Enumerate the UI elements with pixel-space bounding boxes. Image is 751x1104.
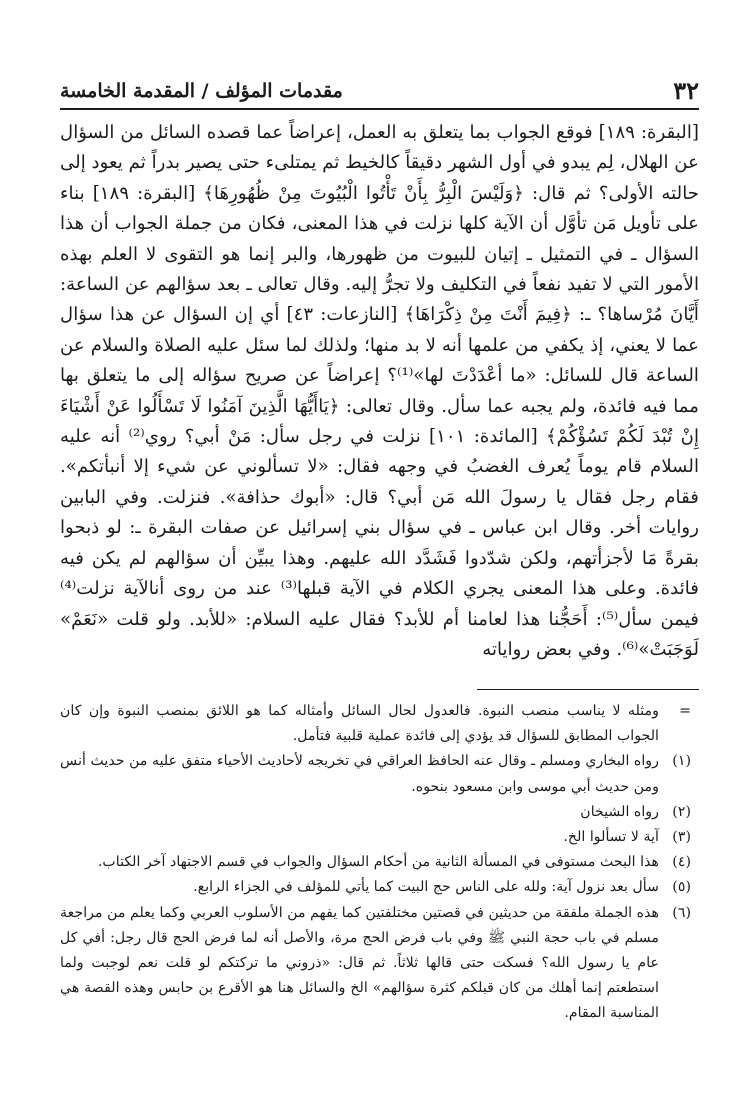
footnotes bbox=[60, 699, 691, 1027]
body-paragraph: [البقرة: ١٨٩] فوقع الجواب بما يتعلق به العمل، إعراضاً عما قصده السائل من السؤال عن الهلال، لِم يبدو في أول الشهر دقيقاً كالخيط ثم يمتلىء حتى يصير بدراً ثم يعود إلى حالته الأولى؟ ثم قال: ﴿وَلَيْسَ الْبِرُّ بِأَنْ تَأْتُوا الْبُيُوتَ مِنْ ظُهُورِهَا﴾ [البقرة: ١٨٩] بناء على تأويل مَن تأوَّل أن الآية كلها نزلت في هذا المعنى، فكان من جملة الجواب أن هذا السؤال ـ في التمثيل ـ إتيان للبيوت من ظهورها، والبر إنما هو التقوى لا العلم بهذه الأمور التي لا تفيد نفعاً في التكليف ولا تجرُّ إليه. وقال تعالى ـ بعد سؤالهم عن الساعة: أَيَّانَ مُرْساها؟ ـ: ﴿فِيمَ أَنْتَ مِنْ ذِكْرَاهَا﴾ [النازعات: ٤٣] أي إن السؤال عن هذا سؤال عما لا يعني، إذ يكفي من علمها أنه لا بد منها؛ ولذلك لما سئل عليه الصلاة والسلام عن الساعة قال للسائل: «ما أعْدَدْتَ لها»⁽¹⁾؟ إعراضاً عن صريح سؤاله إلى ما يتعلق بها مما فيه فائدة، ولم يجبه عما سأل. وقال تعالى: ﴿يَاأَيُّهَا الَّذِينَ آمَنُوا لَا تَسْأَلُوا عَنْ أَشْيَاءَ إِنْ تُبْدَ لَكُمْ تَسُؤْكُمْ﴾ [المائدة: ١٠١] نزلت في رجل سأل: مَنْ أبي؟ روي⁽²⁾ أنه عليه السلام قام يوماً يُعرف الغضبُ في وجهه فقال: «لا تسألوني عن شيء إلا أنبأتكم». فقام رجل فقال يا رسولَ الله مَن أبي؟ قال: «أبوك حذافة». فنزلت. وفي البابين روايات أخر. وقال ابن عباس ـ في سؤال بني إسرائيل عن صفات البقرة ـ: لو ذبحوا بقرةً مَا لأجزأتهم، ولكن شدّدوا فَشَدَّد الله عليهم. وهذا يبيِّن أن سؤالهم لم يكن فيه فائدة. وعلى هذا المعنى يجري الكلام في الآية قبلها⁽³⁾ عند من روى أنالآية نزلت⁽⁴⁾ فيمن سأل⁽⁵⁾: أَحَجُّنا هذا لعامنا أم للأبد؟ فقال عليه السلام: «للأبد. ولو قلت «نَعَمْ» لَوَجَبَتْ»⁽⁶⁾. وفي بعض رواياته bbox=[60, 122, 700, 660]
footnote-text: رواه الشيخان bbox=[580, 803, 659, 820]
footnote-mark: (٥) bbox=[672, 879, 691, 896]
footnote-4 bbox=[60, 850, 691, 875]
footnote-text: رواه البخاري ومسلم ـ وقال عنه الحافظ العراقي في تخريجه لأحاديث الأحياء متفق عليه من حديث أنس ومن حديث أبي موسى وابن مسعود بنحوه. bbox=[60, 753, 659, 795]
footnote-mark: (٢) bbox=[672, 803, 691, 820]
footnote-6 bbox=[60, 901, 691, 1027]
footnote-continuation bbox=[60, 699, 691, 749]
footnote-3 bbox=[60, 825, 691, 850]
footnote-mark: (١) bbox=[672, 753, 691, 770]
footnote-2 bbox=[60, 800, 691, 825]
footnote-text: آية لا تسألوا الخ. bbox=[563, 829, 659, 846]
footnote-text: ومثله لا يناسب منصب النبوة. فالعدول لحال السائل وأمثاله كما هو اللائق بمنصب النبوة وإن كان الجواب المطابق للسؤال قد يؤدي إلى فائدة عملية قلبية فتأمل. bbox=[60, 703, 659, 745]
footnote-divider bbox=[477, 689, 699, 690]
footnote-text: هذه الجملة ملفقة من حديثين في قصتين مختلفتين كما يفهم من الأسلوب العربي وكما يعلم من مراجعة مسلم في باب حجة النبي ﷺ وفي باب فرض الحج مرة، والأصل أنه لما فرض الحج قال رجل: أفي كل عام يا رسول الله؟ فسكت حتى قالها ثلاثاً. ثم قال: «ذروني ما تركتكم لو قلت نعم لوجبت ولما استطعتم إنما أهلك من كان قبلكم كثرة سؤالهم» الخ والسائل هنا هو الأقرع بن حابس وهذه القصة هي المناسبة المقام. bbox=[60, 904, 659, 1022]
footnote-mark: (٣) bbox=[672, 829, 691, 846]
footnote-text: سأل بعد نزول آية: ولله على الناس حج البيت كما يأتي للمؤلف في الجزاء الرابع. bbox=[193, 879, 659, 896]
page-number: ٣٢ bbox=[673, 76, 699, 105]
running-title: مقدمات المؤلف / المقدمة الخامسة bbox=[60, 80, 343, 102]
footnote-mark: (٤) bbox=[672, 854, 691, 871]
main-text bbox=[60, 118, 699, 665]
footnote-mark: = bbox=[679, 703, 691, 719]
page-header bbox=[60, 74, 699, 110]
footnote-mark: (٦) bbox=[672, 904, 691, 921]
footnote-5 bbox=[60, 875, 691, 900]
footnote-text: هذا البحث مستوفى في المسألة الثانية من أحكام السؤال والجواب في قسم الاجتهاد آخر الكتاب. bbox=[97, 854, 659, 871]
footnote-1 bbox=[60, 749, 691, 799]
